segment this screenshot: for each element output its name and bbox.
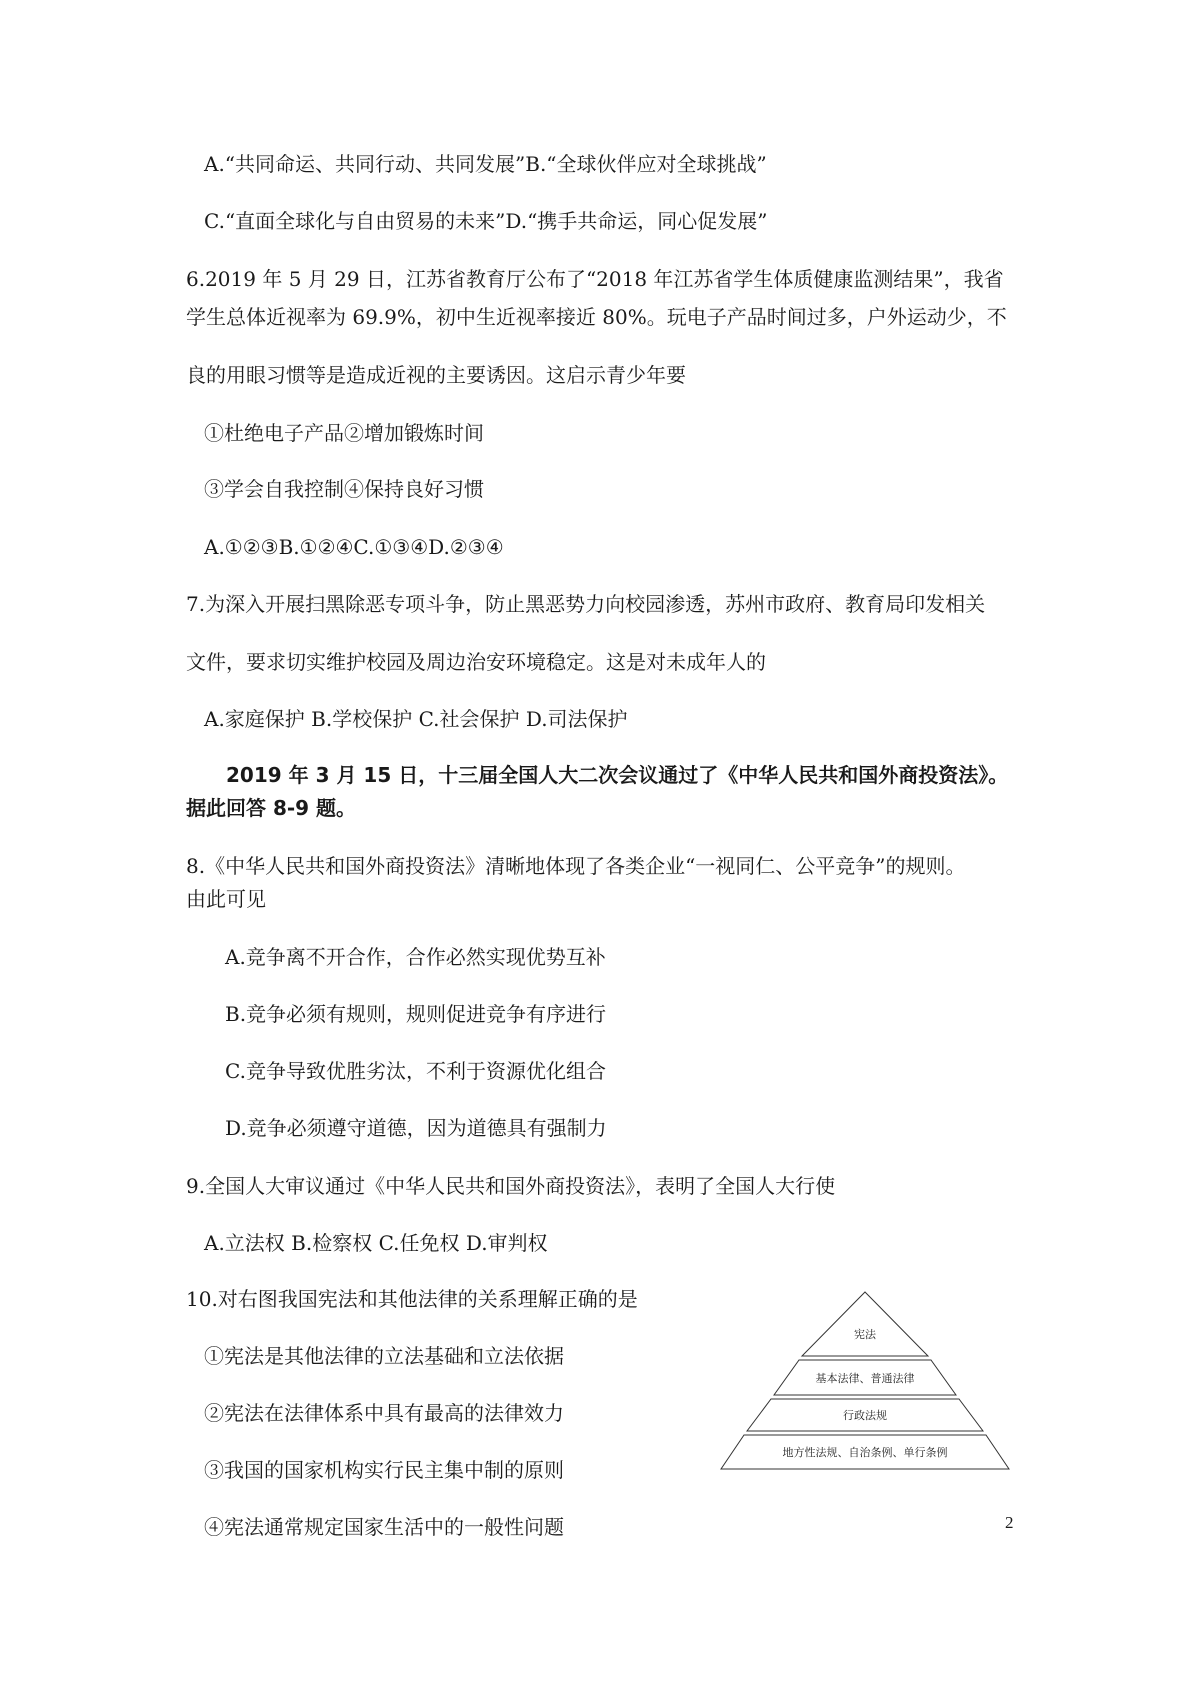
q6-stem-line-3: 良的用眼习惯等是造成近视的主要诱因。这启示青少年要 bbox=[186, 363, 686, 387]
q8-option-a: A.竞争离不开合作，合作必然实现优势互补 bbox=[225, 945, 606, 969]
pyramid-level-2-label: 基本法律、普通法律 bbox=[815, 1372, 915, 1385]
q10-item-3: ③我国的国家机构实行民主集中制的原则 bbox=[204, 1458, 564, 1482]
q5-option-line-2: C.“直面全球化与自由贸易的未来”D.“携手共命运，同心促发展” bbox=[204, 209, 768, 233]
q6-item-line-1: ①杜绝电子产品②增加锻炼时间 bbox=[204, 421, 484, 445]
pyramid-level-4-label: 地方性法规、自治条例、单行条例 bbox=[782, 1446, 948, 1459]
q8-stem-line-1: 8.《中华人民共和国外商投资法》清晰地体现了各类企业“一视同仁、公平竞争”的规则。 bbox=[186, 854, 966, 878]
pyramid-level-1-shape bbox=[802, 1292, 928, 1356]
page-number: 2 bbox=[1005, 1513, 1014, 1532]
q8-option-d: D.竞争必须遵守道德，因为道德具有强制力 bbox=[225, 1116, 607, 1140]
q7-stem-line-1: 7.为深入开展扫黑除恶专项斗争，防止黑恶势力向校园渗透，苏州市政府、教育局印发相关 bbox=[186, 592, 986, 616]
q5-option-line-1: A.“共同命运、共同行动、共同发展”B.“全球伙伴应对全球挑战” bbox=[204, 152, 767, 176]
q7-options: A.家庭保护 B.学校保护 C.社会保护 D.司法保护 bbox=[204, 707, 628, 731]
q6-stem-line-1: 6.2019 年 5 月 29 日，江苏省教育厅公布了“2018 年江苏省学生体质健康监测结果”，我省 bbox=[186, 267, 1004, 291]
q6-stem-line-2: 学生总体近视率为 69.9%，初中生近视率接近 80%。玩电子产品时间过多，户外运动少，不 bbox=[186, 305, 1007, 329]
q10-item-4: ④宪法通常规定国家生活中的一般性问题 bbox=[204, 1515, 564, 1539]
q8-option-b: B.竞争必须有规则，规则促进竞争有序进行 bbox=[225, 1002, 607, 1026]
q9-options: A.立法权 B.检察权 C.任免权 D.审判权 bbox=[204, 1231, 548, 1255]
q10-item-2: ②宪法在法律体系中具有最高的法律效力 bbox=[204, 1401, 564, 1425]
pyramid-level-3-label: 行政法规 bbox=[843, 1409, 887, 1422]
q8-option-c: C.竞争导致优胜劣汰，不利于资源优化组合 bbox=[225, 1059, 606, 1083]
q6-options: A.①②③B.①②④C.①③④D.②③④ bbox=[204, 535, 504, 559]
q6-item-line-2: ③学会自我控制④保持良好习惯 bbox=[204, 477, 484, 501]
q8-stem-line-2: 由此可见 bbox=[186, 887, 266, 911]
q10-item-1: ①宪法是其他法律的立法基础和立法依据 bbox=[204, 1344, 564, 1368]
pyramid-level-1-label: 宪法 bbox=[854, 1328, 876, 1341]
q9-stem: 9.全国人大审议通过《中华人民共和国外商投资法》，表明了全国人大行使 bbox=[186, 1174, 836, 1198]
q10-stem: 10.对右图我国宪法和其他法律的关系理解正确的是 bbox=[186, 1287, 638, 1311]
material-line-1: 2019 年 3 月 15 日，十三届全国人大二次会议通过了《中华人民共和国外商投资法》。 bbox=[226, 763, 1009, 787]
material-line-2: 据此回答 8-9 题。 bbox=[186, 796, 357, 820]
legal-hierarchy-pyramid bbox=[718, 1290, 1012, 1470]
q7-stem-line-2: 文件，要求切实维护校园及周边治安环境稳定。这是对未成年人的 bbox=[186, 650, 766, 674]
